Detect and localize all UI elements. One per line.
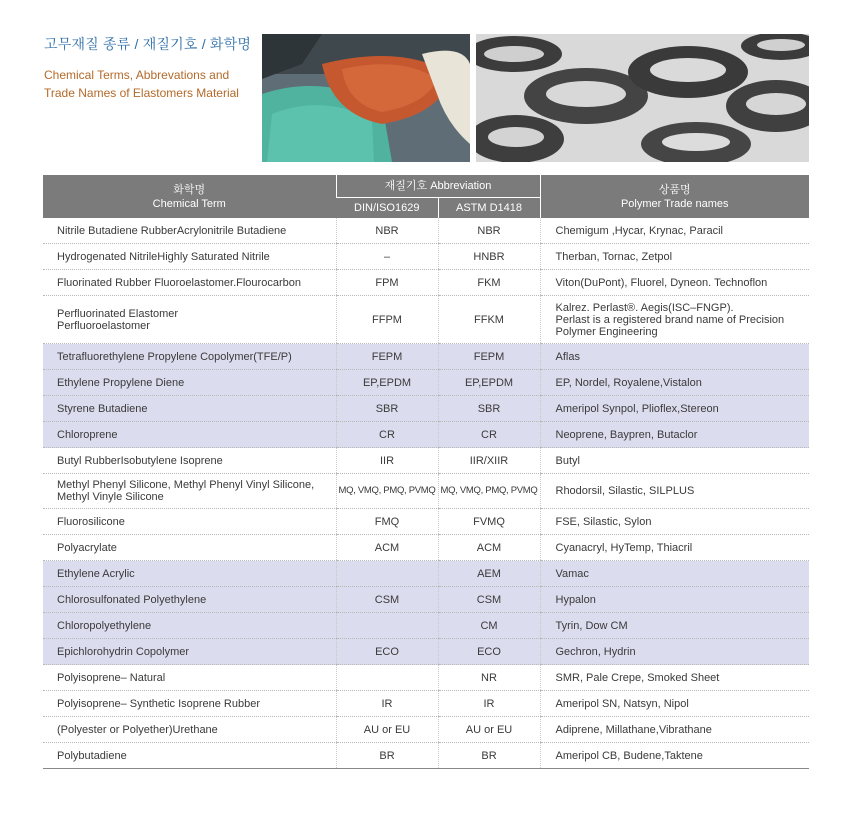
din-code: FFPM [336, 296, 438, 344]
trade-names: Cyanacryl, HyTemp, Thiacril [540, 535, 809, 561]
din-code: FEPM [336, 344, 438, 370]
chemical-term: Nitrile Butadiene RubberAcrylonitrile Butadiene [43, 218, 336, 244]
table-row [43, 613, 809, 639]
din-code: AU or EU [336, 717, 438, 743]
trade-names: Ameripol CB, Budene,Taktene [540, 743, 809, 769]
trade-names: Hypalon [540, 587, 809, 613]
trade-names: Rhodorsil, Silastic, SILPLUS [540, 474, 809, 509]
table-row [43, 639, 809, 665]
trade-names: Tyrin, Dow CM [540, 613, 809, 639]
trade-names: Aflas [540, 344, 809, 370]
astm-code: EP,EPDM [438, 370, 540, 396]
trade-names: Therban, Tornac, Zetpol [540, 244, 809, 270]
trade-names: Butyl [540, 448, 809, 474]
table-row [43, 218, 809, 244]
subtitle-line-1: Chemical Terms, Abbrevations and [44, 68, 230, 82]
chemical-term: Fluorinated Rubber Fluoroelastomer.Flourocarbon [43, 270, 336, 296]
astm-code: FVMQ [438, 509, 540, 535]
col-astm-header: ASTM D1418 [438, 198, 540, 219]
table-row [43, 474, 809, 509]
chemical-term: Polyacrylate [43, 535, 336, 561]
chemical-term: Ethylene Propylene Diene [43, 370, 336, 396]
chemical-term: Ethylene Acrylic [43, 561, 336, 587]
chemical-term: Epichlorohydrin Copolymer [43, 639, 336, 665]
astm-code: CR [438, 422, 540, 448]
elastomer-table [43, 175, 809, 769]
astm-code: FKM [438, 270, 540, 296]
astm-code: ACM [438, 535, 540, 561]
din-code: – [336, 244, 438, 270]
chemical-term: Polybutadiene [43, 743, 336, 769]
chemical-term: Chloropolyethylene [43, 613, 336, 639]
chemical-term: Butyl RubberIsobutylene Isoprene [43, 448, 336, 474]
astm-code: NBR [438, 218, 540, 244]
din-code: FMQ [336, 509, 438, 535]
din-code [336, 613, 438, 639]
trade-names: FSE, Silastic, Sylon [540, 509, 809, 535]
table-row [43, 561, 809, 587]
din-code: MQ, VMQ, PMQ, PVMQ [336, 474, 438, 509]
rubber-powder-photo [262, 34, 470, 162]
astm-code: FFKM [438, 296, 540, 344]
table-row [43, 665, 809, 691]
astm-code: BR [438, 743, 540, 769]
table-row [43, 344, 809, 370]
din-code: ECO [336, 639, 438, 665]
col-abbreviation-header: 재질기호 Abbreviation [336, 175, 540, 198]
page-title: 고무재질 종류 / 재질기호 / 화학명 [44, 36, 252, 52]
table-row [43, 535, 809, 561]
din-code: BR [336, 743, 438, 769]
trade-names: Viton(DuPont), Fluorel, Dyneon. Technoflon [540, 270, 809, 296]
astm-code: HNBR [438, 244, 540, 270]
astm-code: AEM [438, 561, 540, 587]
chemical-term: Styrene Butadiene [43, 396, 336, 422]
trade-names: Gechron, Hydrin [540, 639, 809, 665]
table-row [43, 370, 809, 396]
din-code: IIR [336, 448, 438, 474]
table-row [43, 691, 809, 717]
table-row [43, 270, 809, 296]
din-code: FPM [336, 270, 438, 296]
trade-names: EP, Nordel, Royalene,Vistalon [540, 370, 809, 396]
astm-code: ECO [438, 639, 540, 665]
chemical-term: Hydrogenated NitrileHighly Saturated Nitrile [43, 244, 336, 270]
astm-code: CSM [438, 587, 540, 613]
chemical-term: Methyl Phenyl Silicone, Methyl Phenyl Vinyl Silicone, Methyl Vinyle Silicone [43, 474, 336, 509]
astm-code: MQ, VMQ, PMQ, PVMQ [438, 474, 540, 509]
din-code: EP,EPDM [336, 370, 438, 396]
astm-code: FEPM [438, 344, 540, 370]
table-row [43, 448, 809, 474]
table-row [43, 296, 809, 344]
trade-names: Ameripol SN, Natsyn, Nipol [540, 691, 809, 717]
table-row [43, 743, 809, 769]
astm-code: IIR/XIIR [438, 448, 540, 474]
trade-names: Ameripol Synpol, Plioflex,Stereon [540, 396, 809, 422]
din-code: CR [336, 422, 438, 448]
col-trade-names-header: 상품명 Polymer Trade names [540, 175, 809, 218]
trade-names: Chemigum ,Hycar, Krynac, Paracil [540, 218, 809, 244]
din-code: IR [336, 691, 438, 717]
chemical-term: Polyisoprene– Synthetic Isoprene Rubber [43, 691, 336, 717]
trade-names: Neoprene, Baypren, Butaclor [540, 422, 809, 448]
table-row [43, 396, 809, 422]
chemical-term: Polyisoprene– Natural [43, 665, 336, 691]
din-code [336, 665, 438, 691]
chemical-term: Tetrafluorethylene Propylene Copolymer(TFE/P) [43, 344, 336, 370]
table-row [43, 509, 809, 535]
chemical-term: (Polyester or Polyether)Urethane [43, 717, 336, 743]
col-din-header: DIN/ISO1629 [336, 198, 438, 219]
subtitle-line-2: Trade Names of Elastomers Material [44, 86, 239, 100]
chemical-term: Chloroprene [43, 422, 336, 448]
o-rings-photo [476, 34, 809, 162]
astm-code: AU or EU [438, 717, 540, 743]
din-code: SBR [336, 396, 438, 422]
page-subtitle [44, 66, 256, 102]
col-chemical-term-header: 화학명 Chemical Term [43, 175, 336, 218]
trade-names: Adiprene, Millathane,Vibrathane [540, 717, 809, 743]
din-code [336, 561, 438, 587]
table-row [43, 717, 809, 743]
din-code: CSM [336, 587, 438, 613]
chemical-term: Perfluorinated Elastomer Perfluoroelastomer [43, 296, 336, 344]
page-header [0, 0, 866, 175]
table-row [43, 587, 809, 613]
table-row [43, 422, 809, 448]
din-code: NBR [336, 218, 438, 244]
table-row [43, 244, 809, 270]
astm-code: IR [438, 691, 540, 717]
chemical-term: Fluorosilicone [43, 509, 336, 535]
chemical-term: Chlorosulfonated Polyethylene [43, 587, 336, 613]
din-code: ACM [336, 535, 438, 561]
astm-code: NR [438, 665, 540, 691]
trade-names: Vamac [540, 561, 809, 587]
astm-code: CM [438, 613, 540, 639]
trade-names: SMR, Pale Crepe, Smoked Sheet [540, 665, 809, 691]
astm-code: SBR [438, 396, 540, 422]
trade-names: Kalrez. Perlast®. Aegis(ISC–FNGP). Perlast is a registered brand name of Precision Polymer Engineering [540, 296, 809, 344]
